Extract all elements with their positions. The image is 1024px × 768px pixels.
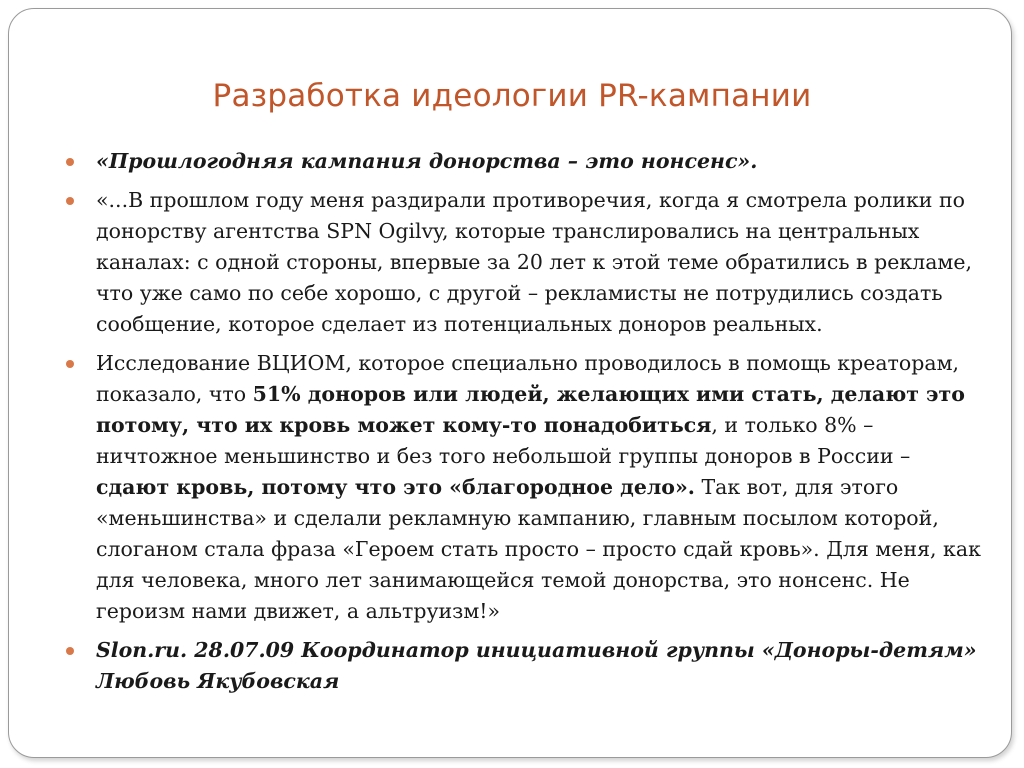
bullet-item-source bbox=[60, 635, 985, 697]
bullet-item-quote-body bbox=[60, 185, 985, 340]
bullet-text-part2: , и только 8% – ничтожное меньшинство и без того небольшой группы доноров в России – bbox=[96, 413, 911, 468]
source-author: Любовь Якубовская bbox=[96, 669, 340, 693]
bullet-text-bold1: 51% доноров или людей, желающих ими стать, делают это потому, что их кровь может кому-то понадобиться bbox=[96, 382, 965, 437]
slide-title: Разработка идеологии PR-кампании bbox=[212, 78, 812, 114]
bullet-dot-icon bbox=[66, 158, 74, 166]
bullet-text-part3: Так вот, для этого «меньшинства» и сделали рекламную кампанию, главным посылом которой, слоганом стала фраза «Героем стать просто – просто сдай кровь». Для меня, как для человека, много лет занимающейся темой донорства, это нонсенс. Не героизм нами движет, а альтруизм!» bbox=[96, 475, 981, 623]
bullet-dot-icon bbox=[66, 360, 74, 368]
bullet-text: «Прошлогодняя кампания донорства – это нонсенс». bbox=[96, 149, 758, 173]
bullet-dot-icon bbox=[66, 197, 74, 205]
bullet-dot-icon bbox=[66, 647, 74, 655]
bullet-text: «...В прошлом году меня раздирали противоречия, когда я смотрела ролики по донорству агентства SPN Ogilvy, которые транслировались на центральных каналах: с одной стороны, впервые за 20 лет к этой теме обратились в рекламе, что уже само по себе хорошо, с другой – рекламисты не потрудились создать сообщение, которое сделает из потенциальных доноров реальных. bbox=[96, 188, 973, 336]
source-line: Slon.ru. 28.07.09 Координатор инициативной группы «Доноры-детям» bbox=[96, 638, 977, 662]
bullet-list bbox=[60, 146, 985, 705]
bullet-item-quote-headline bbox=[60, 146, 985, 177]
bullet-text-bold2: сдают кровь, потому что это «благородное дело». bbox=[96, 475, 695, 499]
bullet-text-part1: Исследование ВЦИОМ, которое специально проводилось в помощь креаторам, показало, что bbox=[96, 351, 960, 406]
bullet-item-research bbox=[60, 348, 985, 627]
